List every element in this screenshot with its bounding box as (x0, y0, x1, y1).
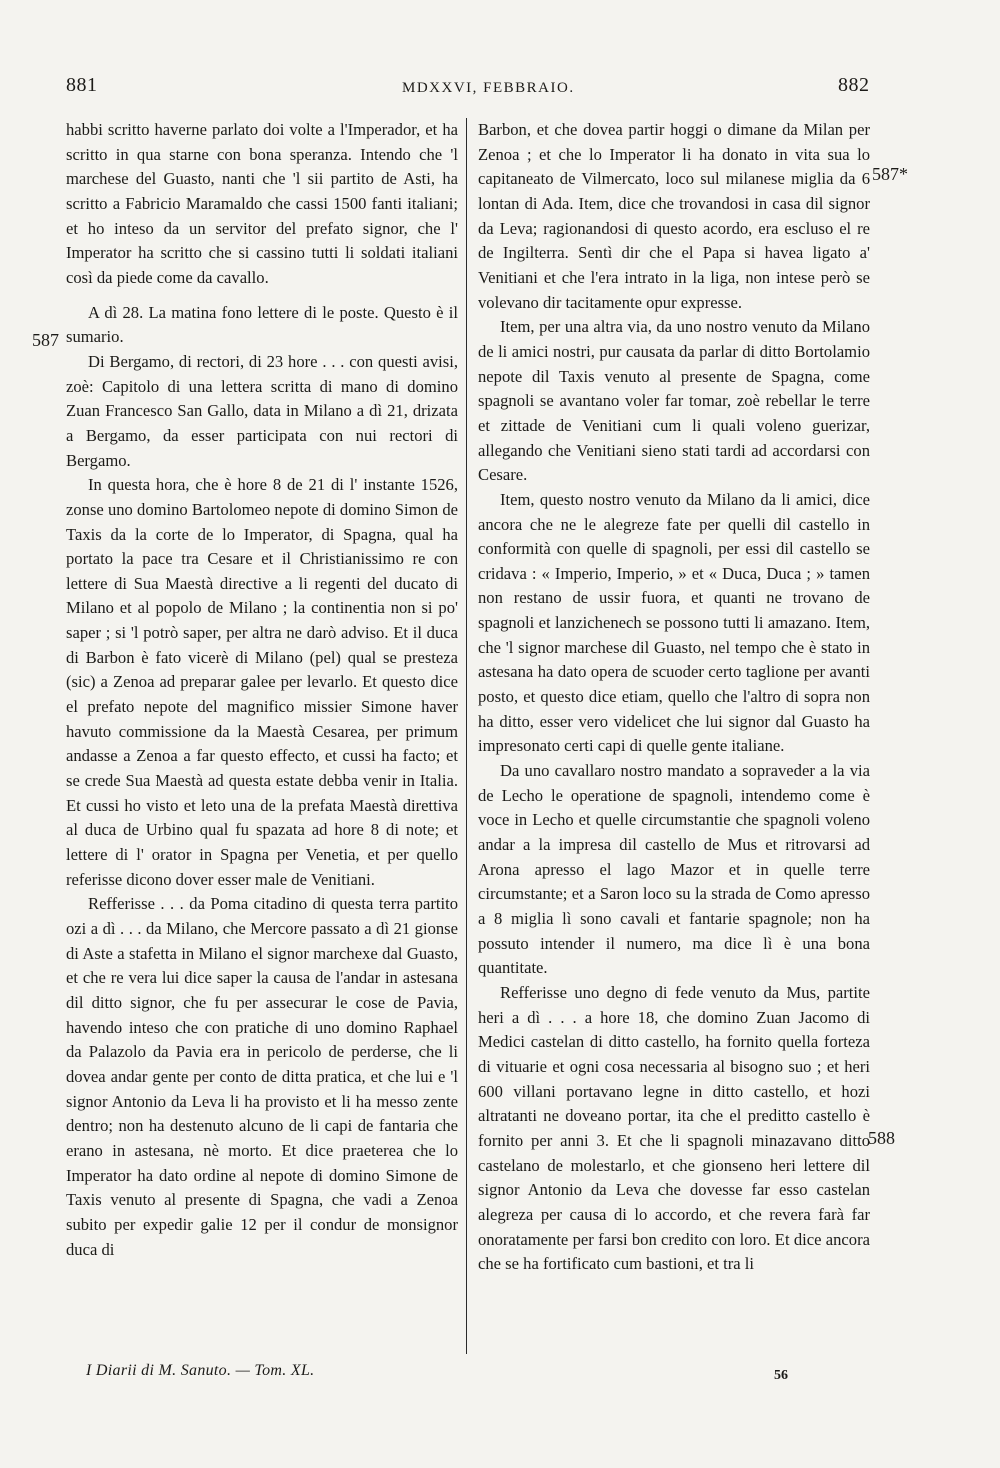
margin-number-587-left: 587 (32, 330, 59, 350)
left-paragraph: In questa hora, che è hore 8 de 21 di l' instante 1526, zonse uno domino Bartolomeo nepote di domino Simon de Taxis da la corte de lo Imperator, di Spagna, qual ha portato la pace tra Cesare et il Christianissimo re con lettere di Sua Maestà directive a li regenti del ducato di Milano et al popolo de Milano ; la continentia non si po' saper ; si 'l potrò saper, per altra ne darò adviso. Et il duca di Barbon è fato vicerè di Milano (pel) qual se presteza (sic) a Zenoa ad preparar galee per levarlo. Et questo dice el prefato nepote del magnifico missier Simone haver havuto commissione da la Maestà Cesarea, per primum andasse a Zenoa a far questo effecto, et cussi ha facto; et se crede Sua Maestà ad questa estate debba venir in Italia. Et cussi ho visto et leto una de la prefata Maestà direttiva al duca de Urbino qual fu spazata ad hore 8 di note; et lettere di l' orator in Spagna per Venetia, et per quello referisse dicono dover esser male de Venitiani. (66, 475, 458, 889)
left-paragraph: Di Bergamo, di rectori, di 23 hore . . . con questi avisi, zoè: Capitolo di una lettera scritta di mano di domino Zuan Francesco San Gallo, data in Milano a dì 21, drizata a Bergamo, da esser participata con nui rectori di Bergamo. (66, 351, 458, 470)
margin-number-587-star: 587* (872, 164, 908, 184)
right-paragraph: Item, questo nostro venuto da Milano da li amici, dice ancora che ne le alegreze fate per quelli dil castello in conformità con quelle di spagnoli, per essi dil castello se cridava : « Imperio, Imperio, » et « Duca, Duca ; » tamen non restano de ussir fuora, et quanti ne trovano de spagnoli et lanzichenech se possono tutti li amazano. Item, che 'l signor marchese dil Guasto, nel tempo che è stato in astesana ha dato opera de scuoder certo taglione per avanti posto, et questo dice etiam, quello che l'altro di sopra non ha ditto, esser vero videlicet che lui signor dal Guasto ha impresonato certi capi di quelle gente italiane. (478, 489, 870, 756)
running-head-title: MDXXVI, FEBBRAIO. (402, 80, 575, 96)
left-paragraph: Refferisse . . . da Poma citadino di questa terra partito ozi a dì . . . da Milano, che Mercore passato a dì 21 gionse di Aste a stafetta in Milano el signor marchexe dal Guasto, et che re vera lui dice saper la causa de l'andar in astesana dil ditto signor, che fu per assecurar le cose de Pavia, havendo inteso che con pratiche di uno domino Raphael da Palazolo da Pavia era in pericolo de perderse, che li doveа andar gente per conto de ditta pratica, et che lui e 'l signor Antonio da Leva li ha provisto et li ha messo zente dentro; non ha destenuto alcuno de li capi de fantaria che erano in astesana, nè morto. Et dice praeterea che lo Imperator ha dato ordine al nepote di domino Simone de Taxis venuto al presente di Spagna, che vadi a Zenoa subito per expedir galie 12 per il condur de monsignor duca di (66, 894, 458, 1259)
left-column (66, 118, 458, 1262)
column-divider (466, 118, 467, 1354)
right-page-number: 882 (838, 74, 870, 96)
right-column (478, 118, 870, 1277)
left-paragraph: A dì 28. La matina fono lettere di le poste. Questo è il sumario. (66, 302, 458, 347)
right-paragraph: Item, per una altra via, da uno nostro venuto da Milano de li amici nostri, pur causata da parlar di ditto Bortolamio nepote dil Taxis venuto al presente de Spagna, come spagnoli se avantano voler far tomar, zoè rebellar le terre et zittade de Venitiani cum li quali voleno guerizar, allegando che Venitiani sieno stati tardi ad accordarsi con Cesare. (478, 317, 870, 485)
right-paragraph: Refferisse uno degno di fede venuto da Mus, partite heri a dì . . . a hore 18, che domino Zuan Jacomo di Medici castelan di ditto castello, ha fornito quella forteza di vituarie et ogni cosa necessaria al bisogno suo ; et heri 600 villani portavano legne in ditto castello, et hozi altratanti ne doveano portar, ita che el preditto castello è fornito per anni 3. Et che li spagnoli minazavano ditto castelano de molestarlo, et che gionseno heri lettere dil signor Antonio da Leva che dovesse far esso castelan alegreza per causa di lo accordo, et che revera farà far onoratamente per farsi bon credito con loro. Et dice ancora che se ha fortificato cum bastioni, et tra li (478, 982, 870, 1274)
margin-number-588: 588 (868, 1128, 895, 1148)
left-paragraph: habbi scritto haverne parlato doi volte a l'Imperador, et ha scritto in qua starne con bona speranza. Intendo che 'l marchese del Guasto, nanti che 'l sii partito de Asti, ha scritto a Fabricio Maramaldo che cassi 1500 fanti italiani; et ho inteso da un servitor del prefato signor, che l' Imperator ha scritto che si cassino tutti li soldati italiani così da piede come da cavallo. (66, 120, 458, 287)
footer-signature-number: 56 (774, 1368, 788, 1383)
right-paragraph: Barbon, et che dovea partir hoggi o dimane da Milan per Zenoa ; et che lo Imperator li ha donato in vita sua lo capitaneato de Vilmercato, loco sul milanese miglia da 6 lontan di Ada. Item, dice che trovandosi in casa dil signor da Leva; ragionandosi di questo acordo, era escluso el re de Ingilterra. Sentì dir che el Papa si havea ligato a' Venitiani et che l'era intrato in la liga, non intese però se volevano dir tacitamente opur expresse. (478, 120, 870, 312)
left-page-number: 881 (66, 74, 98, 96)
right-paragraph: Da uno cavallaro nostro mandato a sopraveder a la via de Lecho le operatione de spagnoli, intendemo come è voce in Lecho et quelle circumstantie che spagnoli voleno andar a la impresa dil castello de Mus et ritrovarsi ad Arona apresso el lago Mazor et in quelle terre circumstante; et a Saron loco su la strada de Como apresso a 8 miglia lì sono cavali et fantarie spagnole; non ha possuto intender il numero, ma dice lì è una bona quantitate. (478, 761, 870, 978)
footer-volume-note: I Diarii di M. Sanuto. — Tom. XL. (86, 1362, 315, 1379)
